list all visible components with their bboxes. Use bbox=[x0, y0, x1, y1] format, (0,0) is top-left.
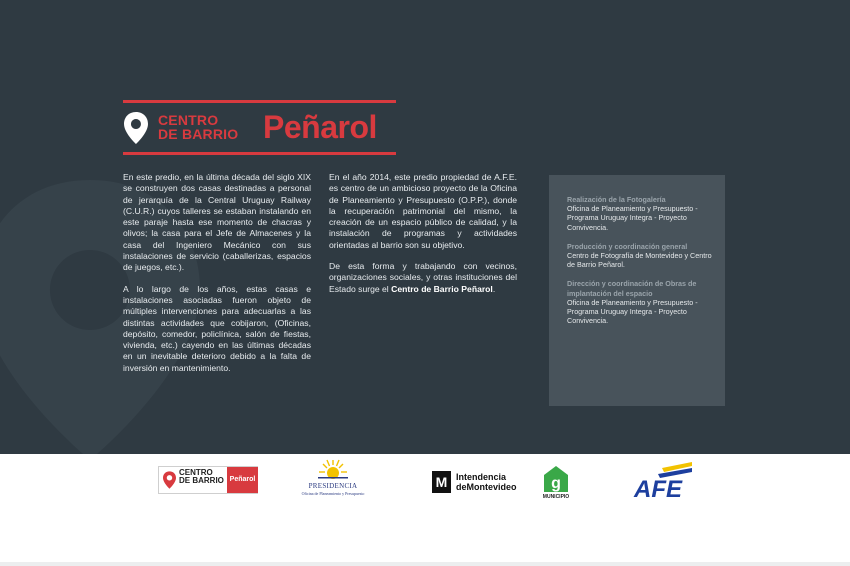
credit-text: Centro de Fotografía de Montevideo y Centro de Barrio Peñarol. bbox=[567, 251, 712, 270]
intendencia-logo bbox=[432, 469, 522, 495]
municipio-caption: MUNICIPIO bbox=[542, 494, 570, 500]
afe-logo bbox=[622, 462, 694, 500]
intendencia-mark: M bbox=[432, 471, 451, 493]
credit-photogallery bbox=[567, 195, 715, 232]
project-paragraph-2 bbox=[329, 261, 517, 295]
credit-text: Oficina de Planeamiento y Presupuesto - Programa Uruguay Integra - Proyecto Convivencia. bbox=[567, 204, 698, 232]
sponsor-logos-strip bbox=[0, 454, 850, 566]
svg-text:g: g bbox=[551, 475, 561, 492]
map-pin-icon bbox=[124, 112, 148, 144]
credit-text: Oficina de Planeamiento y Presupuesto - Programa Uruguay Integra - Proyecto Convivencia. bbox=[567, 297, 698, 326]
municipio-g-icon bbox=[544, 466, 568, 492]
centro-de-barrio-logo bbox=[158, 466, 258, 494]
header-logo bbox=[123, 100, 396, 157]
credit-label: Realización de la Fotogalería bbox=[567, 195, 666, 204]
header-line-de-barrio: DE BARRIO bbox=[158, 126, 239, 142]
header-title: Peñarol bbox=[263, 109, 377, 145]
history-paragraph-2: A lo largo de los años, estas casas e instalaciones asociadas fueron objeto de múltiples intervenciones para adecuarlas a las distintas actividades que cobijaron, (Oficinas, depósito, comedor, policlínica, salón de fiestas, vivienda, etc.) cayendo en las últimas décadas en un inevitable deterioro debido a la falta de inversión en mantenimiento. bbox=[123, 283, 311, 373]
credit-production bbox=[567, 242, 715, 270]
project-column bbox=[329, 172, 517, 305]
municipio-logo bbox=[540, 466, 572, 502]
history-column bbox=[123, 172, 311, 384]
header-line-centro: CENTRO bbox=[158, 112, 219, 128]
history-paragraph-1: En este predio, en la última década del siglo XIX se construyen dos casas destinadas a personal de jerarquía de la Central Uruguay Railway (C.U.R.) cuyos talleres se estaban instalando en este paraje hasta ese momento de chacras y olivos; la casa para el Jefe de Almacenes y la casa del Ingeniero Mecánico con sus instalaciones de servicio (caballerizas, espacios de juegos, etc.). bbox=[123, 172, 311, 273]
logo-cb-name: Peñarol bbox=[227, 467, 258, 493]
credit-label: Dirección y coordinación de Obras de implantación del espacio bbox=[567, 279, 697, 298]
project-paragraph-1: En el año 2014, este predio propiedad de A.F.E. es centro de un ambicioso proyecto de la Oficina de Planeamiento y Presupuesto (O.P.P.), donde la recuperación patrimonial del mismo, la creación de un espacio público de calidad, y la instalación de programas y actividades orientadas al barrio son su objetivo. bbox=[329, 172, 517, 250]
bottom-rule bbox=[0, 562, 850, 566]
sun-emblem-icon bbox=[318, 458, 348, 480]
presidencia-logo bbox=[296, 458, 370, 508]
project-paragraph-2-end: . bbox=[492, 283, 496, 294]
map-pin-icon bbox=[163, 470, 176, 490]
logo-cb-line1: CENTRO bbox=[179, 468, 213, 477]
credits-box bbox=[549, 175, 725, 406]
credit-label: Producción y coordinación general bbox=[567, 241, 688, 251]
header-subtitle bbox=[158, 113, 238, 141]
logo-cb-line2: DE BARRIO bbox=[179, 476, 224, 485]
credit-direction bbox=[567, 279, 715, 325]
afe-wordmark: AFE bbox=[634, 476, 682, 500]
header-top-rule bbox=[123, 100, 396, 103]
presidencia-sub: Oficina de Planeamiento y Presupuesto bbox=[301, 491, 365, 496]
header-bottom-rule bbox=[123, 152, 396, 155]
project-paragraph-2-text: De esta forma y trabajando con vecinos, organizaciones sociales, y otras instituciones del Estado surge el bbox=[329, 261, 517, 294]
presidencia-name: PRESIDENCIA bbox=[308, 482, 358, 490]
intendencia-line1: Intendencia bbox=[456, 472, 507, 482]
intendencia-line2: deMontevideo bbox=[456, 482, 517, 492]
project-name-bold: Centro de Barrio Peñarol bbox=[391, 283, 493, 294]
